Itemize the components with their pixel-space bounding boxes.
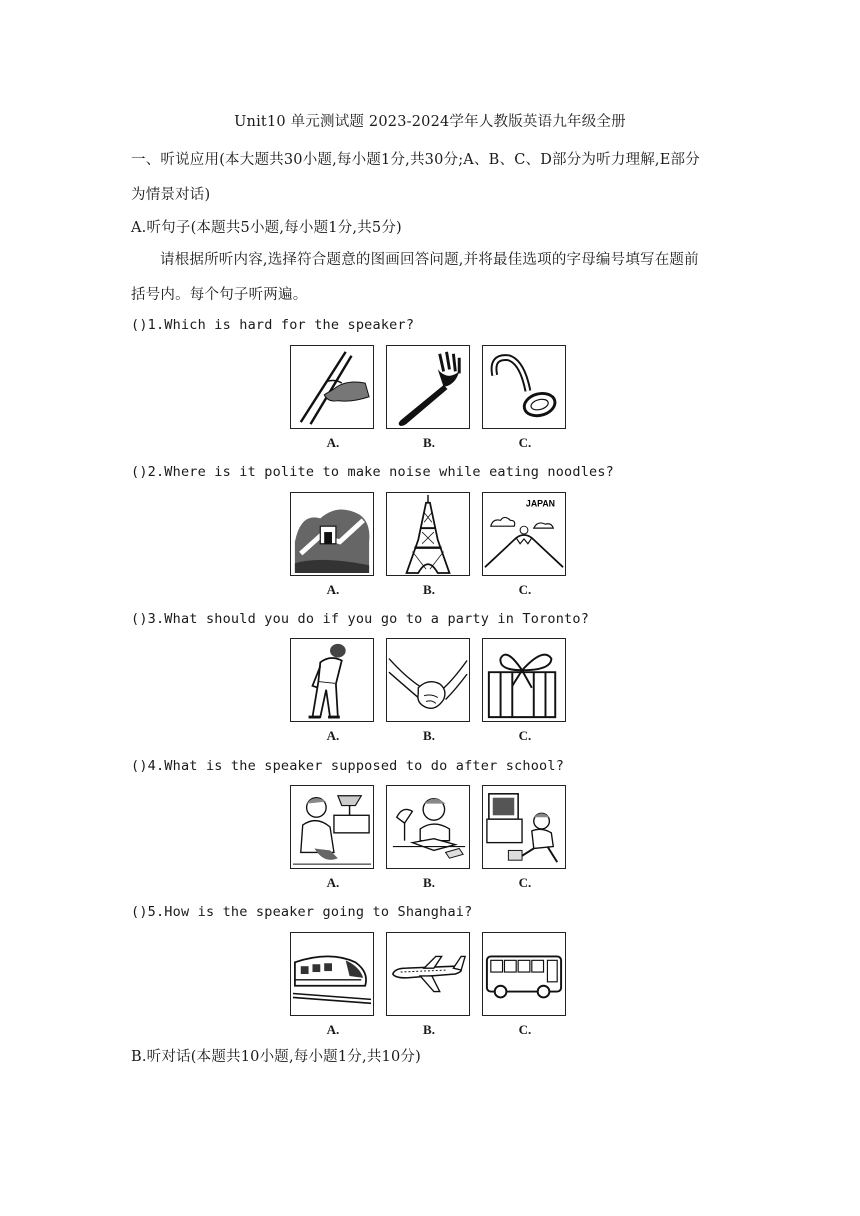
bowing-man-icon — [291, 639, 373, 721]
studying-boy-icon — [387, 786, 469, 868]
option-label: C. — [518, 582, 532, 597]
option-label: B. — [423, 435, 435, 450]
watching-tv-boy-icon — [483, 786, 565, 868]
part-a-instructions-line2: 括号内。每个句子听两遍。 — [131, 287, 308, 303]
chopsticks-icon — [291, 346, 373, 428]
page-title: Unit10 单元测试题 2023-2024学年人教版英语九年级全册 — [234, 114, 626, 130]
spoon-icon — [483, 346, 565, 428]
option-a-box[interactable] — [290, 345, 374, 429]
part-a-instructions-line1: 请根据所听内容,选择符合题意的图画回答问题,并将最佳选项的字母编号填写在题前 — [160, 252, 699, 268]
question-1-options — [290, 345, 570, 455]
option-label: A. — [326, 728, 340, 743]
question-2-text: ()2.Where is it polite to make noise while eating noodles? — [131, 464, 615, 480]
great-wall-icon — [291, 493, 373, 575]
option-b-box[interactable] — [386, 345, 470, 429]
bus-icon — [483, 933, 565, 1015]
option-b-box[interactable] — [386, 785, 470, 869]
handshake-icon — [387, 639, 469, 721]
section-heading-line2: 为情景对话) — [131, 187, 211, 203]
option-label: C. — [518, 728, 532, 743]
option-a-box[interactable] — [290, 785, 374, 869]
option-a-box[interactable] — [290, 932, 374, 1016]
option-c-box[interactable] — [482, 932, 566, 1016]
option-label: B. — [423, 728, 435, 743]
question-3-options — [290, 638, 570, 748]
option-label: A. — [326, 582, 340, 597]
section-heading-line1: 一、听说应用(本大题共30小题,每小题1分,共30分;A、B、C、D部分为听力理解,E部分 — [131, 152, 700, 168]
cleaning-boy-icon — [291, 786, 373, 868]
option-c-box[interactable] — [482, 492, 566, 576]
option-label: A. — [326, 875, 340, 890]
option-a-box[interactable] — [290, 492, 374, 576]
option-c-box[interactable] — [482, 785, 566, 869]
option-label: B. — [423, 582, 435, 597]
question-4-options — [290, 785, 570, 895]
option-c-box[interactable] — [482, 638, 566, 722]
eiffel-tower-icon — [387, 493, 469, 575]
question-5-text: ()5.How is the speaker going to Shanghai? — [131, 904, 473, 920]
japan-caption: JAPAN — [525, 498, 556, 509]
option-label: A. — [326, 1022, 340, 1037]
option-b-box[interactable] — [386, 638, 470, 722]
option-label: C. — [518, 875, 532, 890]
airplane-icon — [387, 933, 469, 1015]
gift-box-icon — [483, 639, 565, 721]
part-a-heading: A.听句子(本题共5小题,每小题1分,共5分) — [131, 220, 402, 236]
option-label: C. — [518, 1022, 532, 1037]
fork-icon — [387, 346, 469, 428]
option-b-box[interactable] — [386, 932, 470, 1016]
option-a-box[interactable] — [290, 638, 374, 722]
train-icon — [291, 933, 373, 1015]
option-label: C. — [518, 435, 532, 450]
option-b-box[interactable] — [386, 492, 470, 576]
option-label: A. — [326, 435, 340, 450]
question-1-text: ()1.Which is hard for the speaker? — [131, 317, 415, 333]
mount-fuji-icon — [483, 493, 565, 575]
question-5-options — [290, 932, 570, 1042]
question-2-options — [290, 492, 570, 602]
option-label: B. — [423, 875, 435, 890]
option-label: B. — [423, 1022, 435, 1037]
question-4-text: ()4.What is the speaker supposed to do after school? — [131, 758, 565, 774]
question-3-text: ()3.What should you do if you go to a party in Toronto? — [131, 611, 590, 627]
part-b-heading: B.听对话(本题共10小题,每小题1分,共10分) — [131, 1049, 421, 1065]
option-c-box[interactable] — [482, 345, 566, 429]
